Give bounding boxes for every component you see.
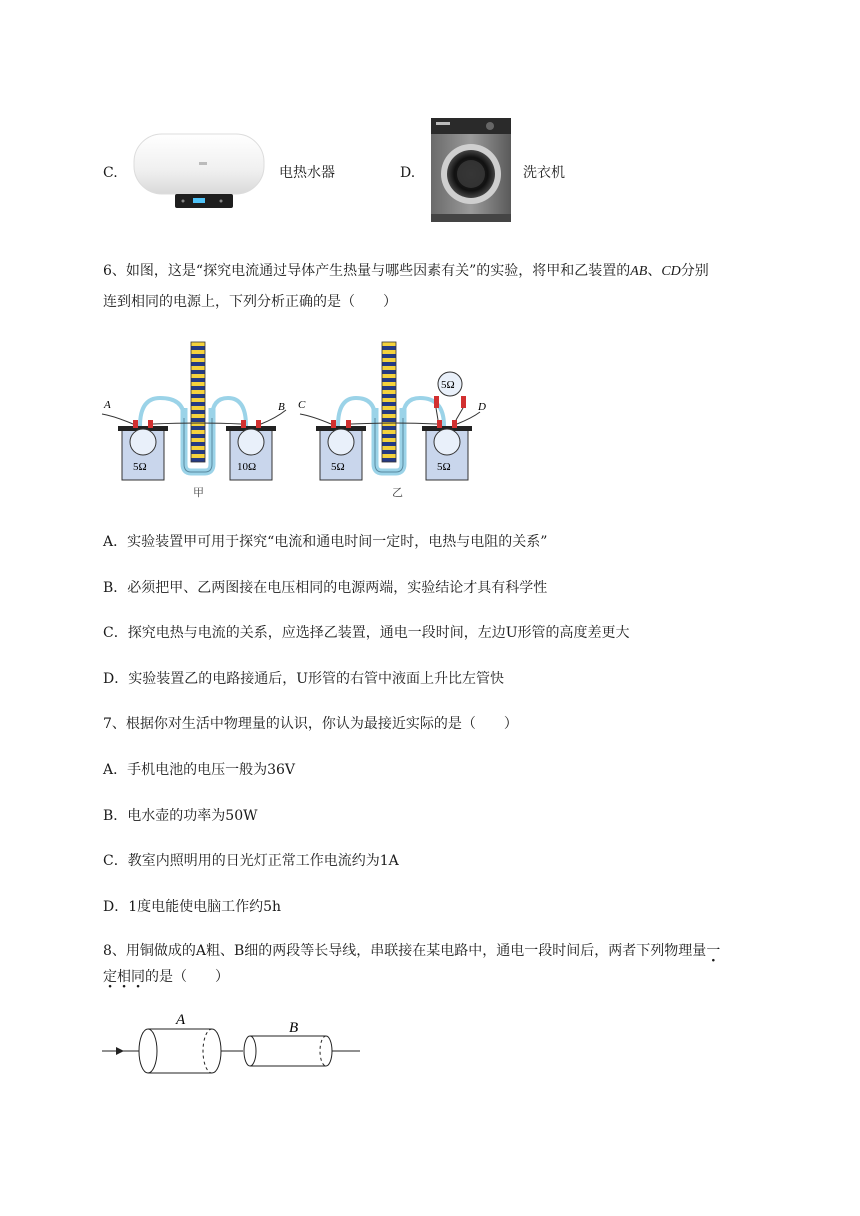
- q7-option-d: D．1度电能使电脑工作约5h: [103, 899, 282, 915]
- q8-emphasis-char: 同: [131, 969, 145, 985]
- caption-yi: 乙: [392, 486, 403, 499]
- q8-stem-text: 8、用铜做成的A粗、B细的两段等长导线，串联接在某电路中，通电一段时间后，两者下列物理量: [103, 943, 707, 959]
- q6-option-a: A．实验装置甲可用于探究“电流和通电时间一定时，电热与电阻的关系”: [103, 534, 548, 550]
- apparatus-yi: [300, 342, 480, 480]
- q6-terminal-cd: CD: [661, 264, 681, 279]
- apparatus-jia: [102, 342, 286, 480]
- q5-option-d-label: 洗衣机: [523, 165, 565, 181]
- q5-option-c-label: 电热水器: [279, 165, 335, 181]
- resistor-5-ohm-label: 5Ω: [331, 461, 345, 473]
- q6-stem-line1: [103, 261, 709, 282]
- resistor-10-ohm-label: 10Ω: [237, 461, 257, 473]
- caption-jia: 甲: [193, 486, 204, 499]
- q7-option-a: A．手机电池的电压一般为36V: [103, 762, 296, 778]
- terminal-d-label: D: [478, 401, 486, 413]
- u-tube-scale: [382, 342, 396, 462]
- q8-stem-text-end: 的是（ ）: [145, 969, 229, 985]
- q7-option-c: C．教室内照明用的日光灯正常工作电流约为1A: [103, 853, 399, 869]
- q6-stem-line2: 连到相同的电源上，下列分析正确的是（ ）: [103, 294, 397, 310]
- water-heater-image: [131, 132, 267, 212]
- q7-stem: 7、根据你对生活中物理量的认识，你认为最接近实际的是（ ）: [103, 716, 518, 732]
- conductor-b-label: B: [289, 1020, 299, 1036]
- parallel-resistor-label: 5Ω: [441, 379, 455, 391]
- terminal-b-label: B: [278, 401, 285, 413]
- q5-option-c-letter: C.: [103, 165, 118, 181]
- q6-stem-sep: 、: [647, 263, 662, 279]
- q6-terminal-ab: AB: [630, 264, 648, 279]
- resistor-5-ohm-label: 5Ω: [437, 461, 451, 473]
- q5-option-d-letter: D.: [400, 165, 416, 181]
- q6-stem-text: 6、如图，这是“探究电流通过导体产生热量与哪些因素有关”的实验，将甲和乙装置的: [103, 263, 631, 279]
- q6-option-c: C．探究电热与电流的关系，应选择乙装置，通电一段时间，左边U形管的高度差更大: [103, 625, 630, 641]
- q8-stem-line2: [103, 967, 229, 987]
- washing-machine-image: [428, 114, 514, 226]
- terminal-c-label: C: [298, 399, 306, 411]
- u-tube-scale: [191, 342, 205, 462]
- conductor-a-label: A: [176, 1012, 186, 1028]
- q6-option-b: B．必须把甲、乙两图接在电压相同的电源两端，实验结论才具有科学性: [103, 580, 548, 596]
- q6-option-d: D．实验装置乙的电路接通后，U形管的右管中液面上升比左管快: [103, 671, 505, 687]
- terminal-a-label: A: [104, 399, 111, 411]
- q6-stem-text-end: 分别: [680, 263, 709, 279]
- q8-emphasis-char: 定: [103, 969, 117, 985]
- q8-emphasis-char: 一: [706, 943, 721, 959]
- joule-heating-apparatus-diagram: [100, 338, 500, 500]
- q6-figure: [100, 338, 500, 500]
- q8-emphasis-char: 相: [117, 969, 131, 985]
- q8-figure: [100, 1010, 365, 1080]
- resistor-5-ohm-label: 5Ω: [133, 461, 147, 473]
- water-heater-icon: [131, 132, 267, 212]
- conductors-diagram: [100, 1010, 365, 1080]
- washing-machine-icon: [428, 114, 514, 226]
- q7-option-b: B．电水壶的功率为50W: [103, 808, 258, 824]
- q8-stem-line1: [103, 941, 720, 961]
- current-arrow-icon: [116, 1047, 124, 1055]
